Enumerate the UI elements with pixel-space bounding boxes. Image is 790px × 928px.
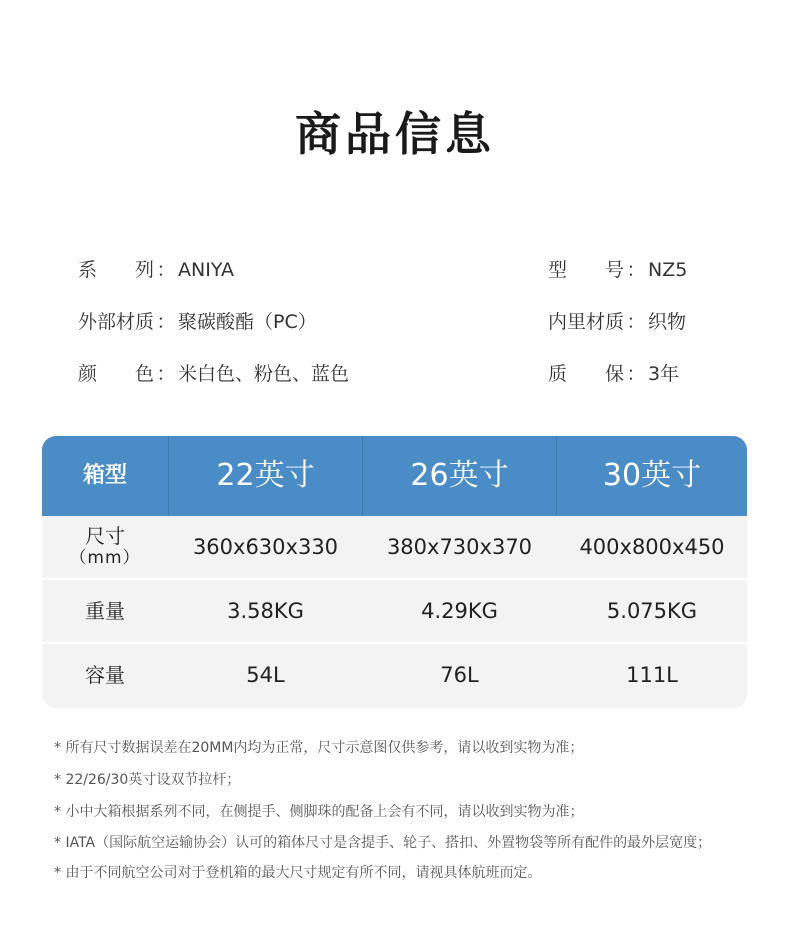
- table-cell: 380x730x370: [386, 535, 533, 559]
- table-cell: 360x630x330: [192, 535, 339, 559]
- spec-separator: ：: [156, 259, 176, 281]
- spec-color-value: 米白色、粉色、蓝色: [178, 363, 350, 385]
- spec-series: [78, 255, 234, 285]
- table-row: [42, 516, 747, 578]
- row-label: [42, 644, 168, 706]
- note-item: * 22/26/30英寸设双节拉杆；: [54, 772, 241, 788]
- spec-separator: ：: [626, 259, 646, 281]
- note-item: * IATA（国际航空运输协会）认可的箱体尺寸是含提手、轮子、搭扣、外置物袋等所有配件的最外层宽度；: [54, 835, 712, 851]
- spec-separator: ：: [626, 311, 646, 333]
- spec-outer-value: 聚碳酸酯（PC）: [178, 311, 317, 333]
- size-table: [42, 436, 747, 708]
- table-header-cell: 22英寸: [216, 458, 315, 493]
- table-cell: 400x800x450: [579, 535, 725, 559]
- spec-separator: ：: [156, 363, 176, 385]
- table-cell: 76L: [440, 663, 479, 687]
- note-item: * 所有尺寸数据误差在20MM内均为正常，尺寸示意图仅供参考，请以收到实物为准；: [54, 740, 584, 756]
- spec-warranty-value: 3年: [648, 363, 680, 385]
- spec-outer-label: 外部材质: [78, 311, 155, 333]
- table-header: [42, 436, 747, 516]
- row-sublabel-text: （mm）: [69, 548, 141, 568]
- spec-warranty-label: 质 保: [548, 363, 625, 385]
- table-cell: 111L: [626, 663, 678, 687]
- spec-series-value: ANIYA: [178, 259, 234, 281]
- table-cell: 5.075KG: [606, 599, 698, 623]
- spec-series-label: 系 列: [78, 259, 155, 281]
- table-cell: 3.58KG: [227, 599, 304, 623]
- row-label-text: 尺寸: [85, 524, 125, 548]
- spec-color: [78, 359, 349, 389]
- spec-warranty: [548, 359, 679, 389]
- table-header-cell: 箱型: [82, 463, 127, 488]
- spec-inner-label: 内里材质: [548, 311, 625, 333]
- page-title: 商品信息: [295, 107, 495, 161]
- note-item: * 由于不同航空公司对于登机箱的最大尺寸规定有所不同，请视具体航班而定。: [54, 865, 542, 881]
- note-item: * 小中大箱根据系列不同，在侧提手、侧脚珠的配备上会有不同，请以收到实物为准；: [54, 804, 584, 820]
- spec-model-value: NZ5: [648, 259, 688, 281]
- row-label-text: 容量: [85, 663, 125, 687]
- spec-inner-value: 织物: [648, 311, 687, 333]
- table-cell: 4.29KG: [421, 599, 498, 623]
- spec-model: [548, 255, 687, 285]
- spec-outer-material: [78, 307, 317, 337]
- row-label-text: 重量: [85, 599, 125, 623]
- table-header-cell: 26英寸: [410, 458, 509, 493]
- spec-model-label: 型 号: [548, 259, 625, 281]
- row-label: [42, 516, 168, 578]
- spec-separator: ：: [156, 311, 176, 333]
- table-header-cell: 30英寸: [602, 458, 702, 493]
- table-row: [42, 580, 747, 642]
- spec-separator: ：: [626, 363, 646, 385]
- row-label: [42, 580, 168, 642]
- table-cell: 54L: [246, 663, 285, 687]
- table-row: [42, 644, 747, 708]
- spec-color-label: 颜 色: [78, 363, 155, 385]
- spec-inner-material: [548, 307, 686, 337]
